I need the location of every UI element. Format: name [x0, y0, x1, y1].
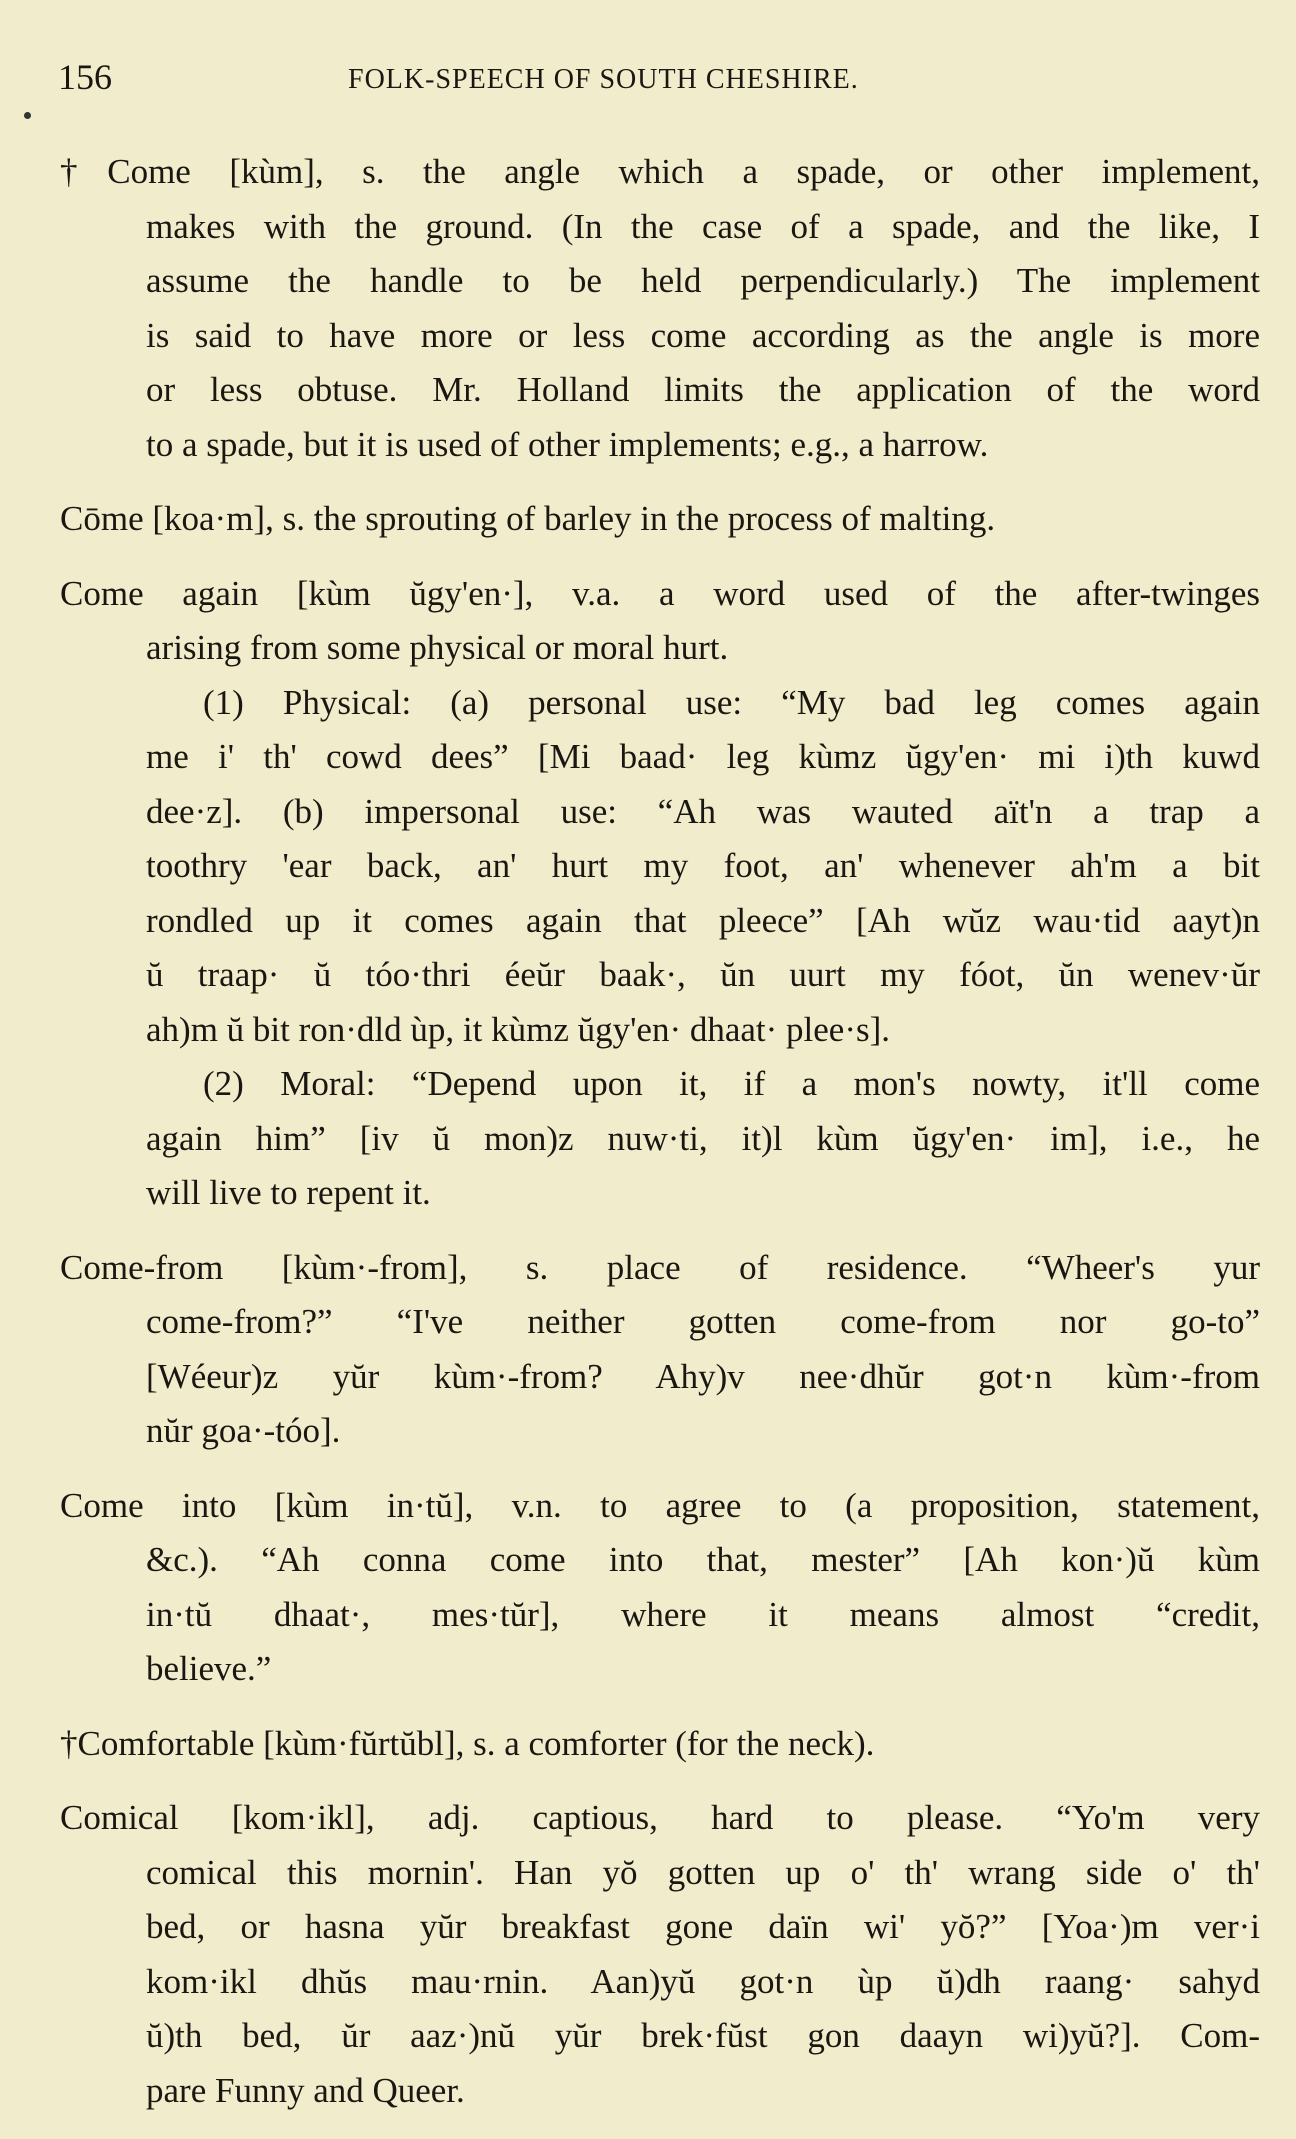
- page-number: 156: [58, 57, 112, 97]
- entry-line: in·tŭ dhaat·, mes·tŭr], where it means almost “credit,: [146, 1594, 1260, 1634]
- entry-line: makes with the ground. (In the case of a spade, and the like, I: [146, 206, 1260, 246]
- running-title: FOLK-SPEECH OF SOUTH CHESHIRE.: [348, 64, 859, 95]
- entry-line: bed, or hasna yŭr breakfast gone daïn wi' yŏ?” [Yoa·)m ver·i: [146, 1907, 1260, 1946]
- entry-line: dee·z]. (b) impersonal use: “Ah was wauted aït'n a trap a: [146, 791, 1260, 831]
- entry-line: †Comfortable [kùm·fŭrtŭbl], s. a comforter (for the neck).: [60, 1723, 875, 1763]
- entry-line: Cōme [koa·m], s. the sprouting of barley in the process of malting.: [60, 499, 996, 538]
- entry-line: Come again [kùm ŭgy'en·], v.a. a word used of the after-twinges: [60, 573, 1260, 613]
- entry-line: me i' th' cowd dees” [Mi baad· leg kùmz ŭgy'en· mi i)th kuwd: [146, 737, 1260, 776]
- entry-line: believe.”: [146, 1649, 272, 1688]
- entry-line: or less obtuse. Mr. Holland limits the application of the word: [146, 370, 1260, 409]
- entry-comfortable: [60, 1717, 1260, 1772]
- entry-line: toothry 'ear back, an' hurt my foot, an' whenever ah'm a bit: [146, 846, 1260, 885]
- entry-comical: [60, 1791, 1260, 2118]
- entry-line: †Come [kùm], s. the angle which a spade, or other implement,: [60, 152, 1260, 191]
- entry-line: ah)m ŭ bit ron·dld ùp, it kùmz ŭgy'en· dhaat· plee·s].: [146, 1009, 891, 1049]
- entry-line: [Wéeur)z yŭr kùm·-from? Ahy)v nee·dhŭr got·n kùm·-from: [146, 1356, 1260, 1396]
- entry-line: ŭ traap· ŭ tóo·thri éeŭr baak·, ŭn uurt my fóot, ŭn wenev·ŭr: [146, 955, 1260, 994]
- entry-line: come-from?” “I've neither gotten come-from nor go-to”: [146, 1302, 1260, 1341]
- entry-line: kom·ikl dhŭs mau·rnin. Aan)yŭ got·n ùp ŭ)dh raang· sahyd: [146, 1961, 1260, 2001]
- entry-line: will live to repent it.: [146, 1173, 431, 1212]
- entry-line: (1) Physical: (a) personal use: “My bad leg comes again: [203, 682, 1260, 722]
- entry-come-angle: [60, 145, 1260, 472]
- entry-line: (2) Moral: “Depend upon it, if a mon's nowty, it'll come: [203, 1064, 1260, 1103]
- entry-line: ŭ)th bed, ŭr aaz·)nŭ yŭr brek·fŭst gon daayn wi)yŭ?]. Com-: [146, 2016, 1260, 2055]
- entry-line: arising from some physical or moral hurt.: [146, 628, 729, 667]
- entry-come-into: [60, 1479, 1260, 1697]
- entry-line: to a spade, but it is used of other implements; e.g., a harrow.: [146, 424, 989, 464]
- ink-dot: [24, 112, 31, 119]
- entry-line: nŭr goa·-tóo].: [146, 1411, 341, 1450]
- entry-line: is said to have more or less come according as the angle is more: [146, 315, 1260, 355]
- dictionary-body: [60, 145, 1260, 2138]
- entry-come-again: [60, 567, 1260, 1221]
- entry-line: rondled up it comes again that pleece” [Ah wŭz wau·tid aayt)n: [146, 900, 1260, 940]
- entry-line: &c.). “Ah conna come into that, mester” [Ah kon·)ŭ kùm: [146, 1540, 1260, 1579]
- entry-line: Come into [kùm in·tŭ], v.n. to agree to (a proposition, statement,: [60, 1485, 1260, 1525]
- entry-line: again him” [iv ŭ mon)z nuw·ti, it)l kùm ŭgy'en· im], i.e., he: [146, 1118, 1260, 1158]
- entry-come-from: [60, 1241, 1260, 1459]
- entry-come-sprouting: [60, 492, 1260, 547]
- entry-line: comical this mornin'. Han yŏ gotten up o' th' wrang side o' th': [146, 1852, 1260, 1892]
- entry-line: Come-from [kùm·-from], s. place of residence. “Wheer's yur: [60, 1247, 1260, 1287]
- entry-line: Comical [kom·ikl], adj. captious, hard to please. “Yo'm very: [60, 1798, 1260, 1837]
- entry-line: pare Funny and Queer.: [146, 2070, 465, 2110]
- page-header: [58, 56, 1260, 104]
- entry-line: assume the handle to be held perpendicularly.) The implement: [146, 261, 1260, 300]
